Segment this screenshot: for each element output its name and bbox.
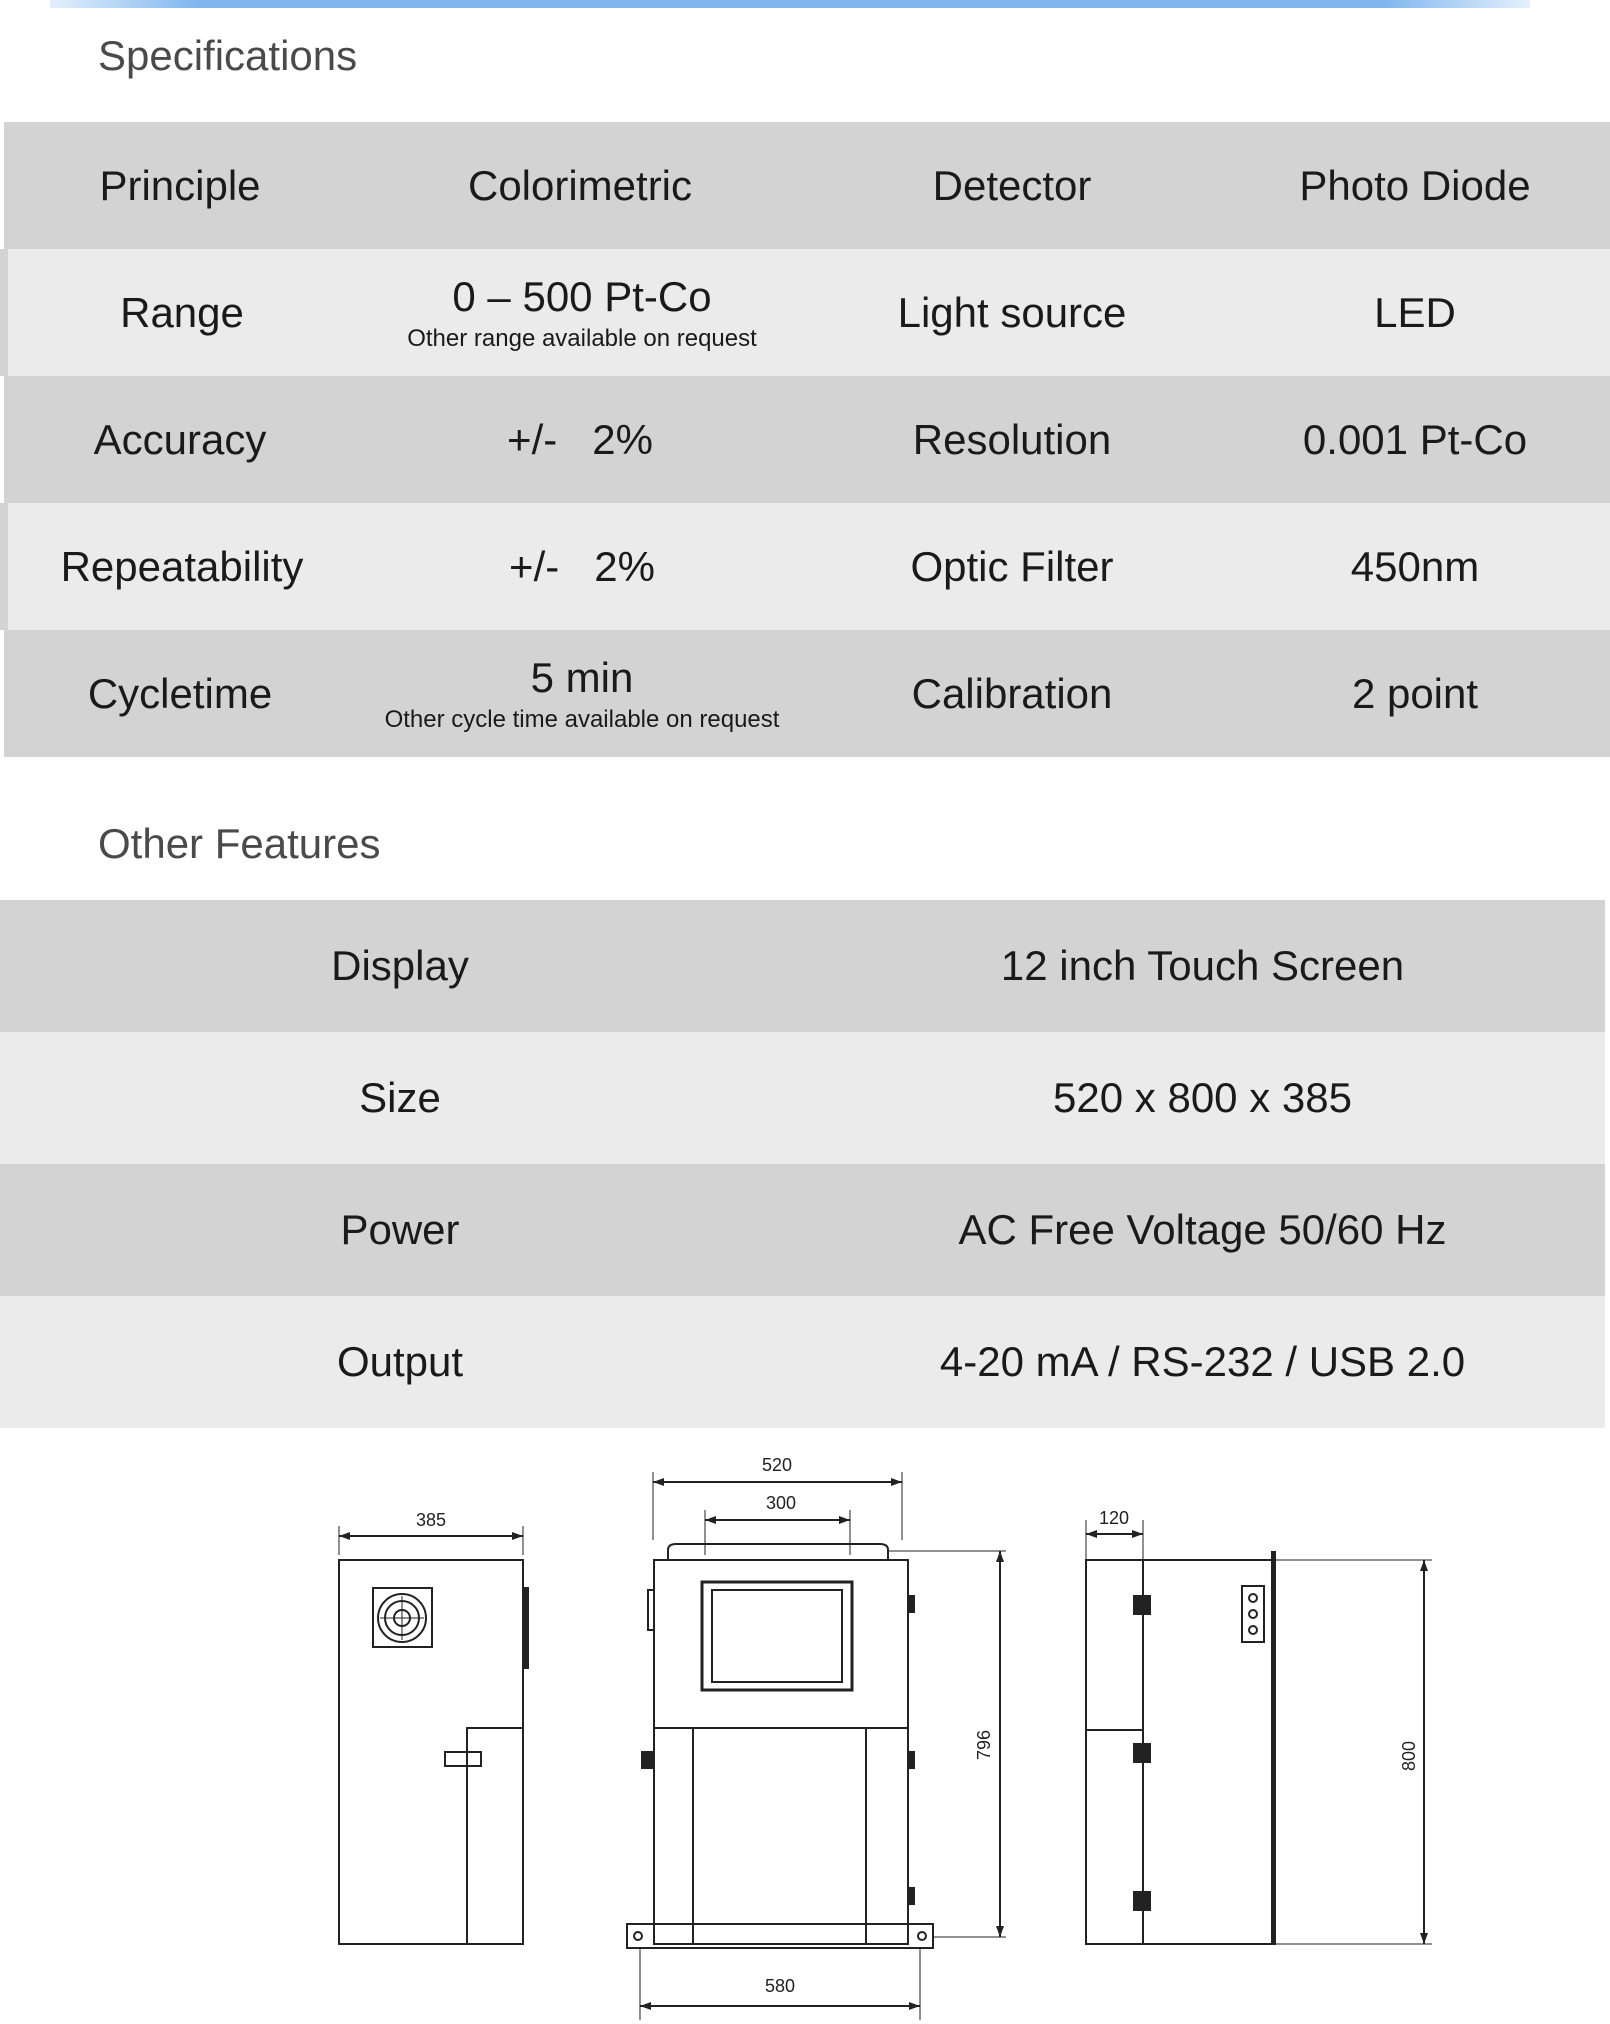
dim-label-side-width: 385	[415, 1510, 447, 1530]
spec-label: Repeatability	[4, 503, 356, 630]
dim-label-front-height: 796	[974, 1729, 994, 1761]
specifications-title: Specifications	[98, 32, 358, 79]
spec-label: Light source	[808, 249, 1216, 376]
rear-view	[1086, 1508, 1432, 1944]
spec-label: Cycletime	[4, 630, 356, 757]
front-view	[627, 1455, 1006, 2020]
top-accent-bar	[50, 0, 1530, 8]
spec-value-text: Colorimetric	[467, 161, 693, 209]
spec-row-repeatability	[4, 503, 1610, 630]
front-screen	[712, 1590, 842, 1682]
front-screen-frame	[702, 1582, 852, 1690]
dim-label-screen-width: 300	[765, 1493, 797, 1513]
spec-row-principle	[4, 122, 1610, 249]
other-features-title: Other Features	[98, 820, 381, 867]
dim-label-base-width: 580	[764, 1976, 796, 1996]
spec-label: Resolution	[808, 376, 1216, 503]
side-panel	[467, 1728, 523, 1944]
spec-value-note: Other cycle time available on request	[384, 705, 780, 733]
feature-label: Output	[0, 1296, 800, 1428]
spec-label: Detector	[808, 122, 1216, 249]
dimension-drawing	[0, 1440, 1610, 2024]
feature-row-size	[0, 1032, 1605, 1164]
rear-body	[1086, 1560, 1272, 1944]
feature-row-output	[0, 1296, 1605, 1428]
spec-value: 2 point	[1216, 630, 1610, 757]
specifications-table	[0, 122, 1610, 757]
spec-value: Photo Diode	[1216, 122, 1610, 249]
front-top-cap	[668, 1544, 888, 1560]
feature-label: Display	[0, 900, 800, 1032]
other-features-table	[0, 900, 1605, 1428]
feature-label: Size	[0, 1032, 800, 1164]
spec-value	[356, 122, 808, 249]
spec-row-range	[4, 249, 1610, 376]
spec-label: Optic Filter	[808, 503, 1216, 630]
spec-value-text: 5 min	[530, 653, 634, 701]
spec-value: 0.001 Pt-Co	[1216, 376, 1610, 503]
spec-value: 450nm	[1216, 503, 1610, 630]
dim-label-front-width: 520	[761, 1455, 793, 1475]
feature-value: 520 x 800 x 385	[800, 1032, 1605, 1164]
feature-value: 12 inch Touch Screen	[800, 900, 1605, 1032]
spec-value: LED	[1216, 249, 1610, 376]
connector-icon	[1242, 1586, 1264, 1642]
spec-value: +/- 2%	[356, 376, 808, 503]
spec-row-accuracy	[4, 376, 1610, 503]
spec-value	[356, 249, 808, 376]
spec-label: Accuracy	[4, 376, 356, 503]
spec-row-cycletime	[4, 630, 1610, 757]
dim-label-rear-depth: 120	[1098, 1508, 1130, 1528]
spec-value	[356, 630, 808, 757]
spec-label: Calibration	[808, 630, 1216, 757]
spec-value: +/- 2%	[356, 503, 808, 630]
fan-icon	[373, 1588, 432, 1647]
feature-label: Power	[0, 1164, 800, 1296]
side-handle	[445, 1752, 481, 1766]
side-view	[339, 1510, 528, 1944]
spec-value-text: 0 – 500 Pt-Co	[452, 272, 712, 320]
feature-value: 4-20 mA / RS-232 / USB 2.0	[800, 1296, 1605, 1428]
feature-value: AC Free Voltage 50/60 Hz	[800, 1164, 1605, 1296]
dim-label-rear-height: 800	[1399, 1740, 1419, 1772]
spec-label: Principle	[4, 122, 356, 249]
feature-row-display	[0, 900, 1605, 1032]
feature-row-power	[0, 1164, 1605, 1296]
spec-value-note: Other range available on request	[407, 324, 757, 352]
spec-label: Range	[4, 249, 356, 376]
